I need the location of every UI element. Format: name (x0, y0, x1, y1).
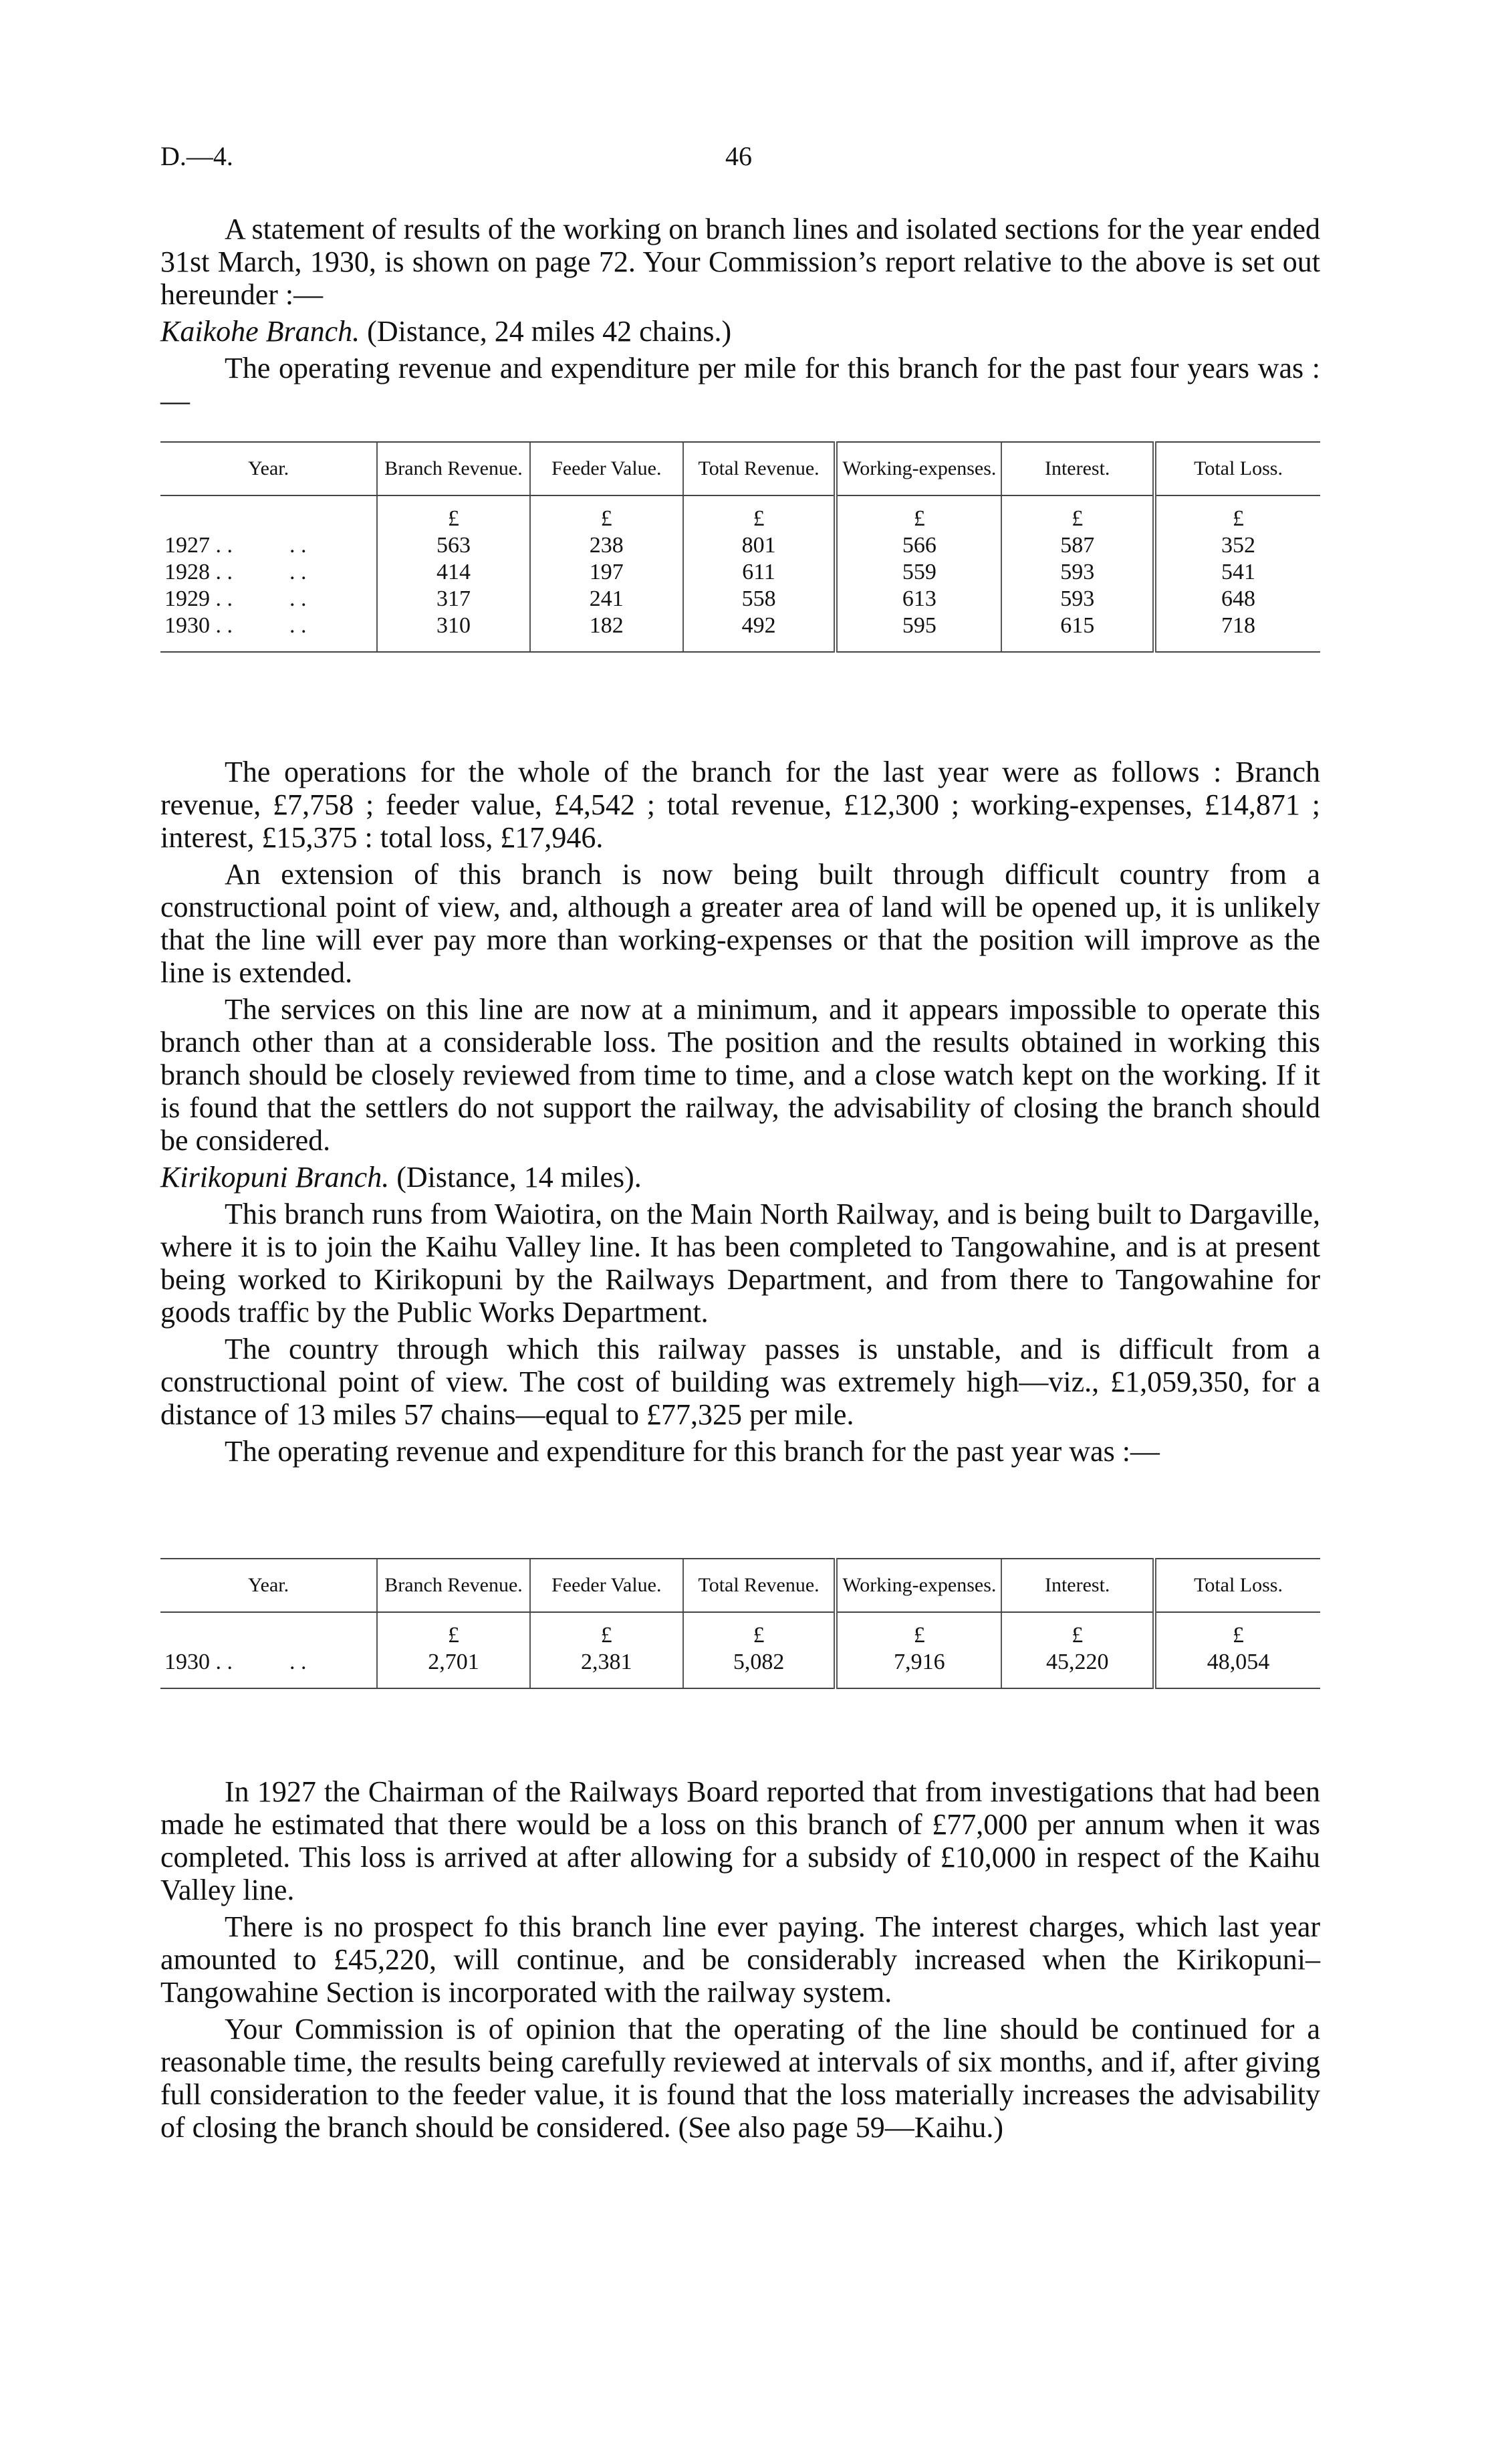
kaikohe-paragraph: The services on this line are now at a minimum, and it appears impossible to operate this branch other than at a considerable loss. The position and the results obtained in working this branch should be closely reviewed from time to time, and a close watch kept on the working. If it is found that the settlers do not support the railway, the advisability of closing the branch should be considered. (160, 993, 1320, 1157)
kirikopuni-distance: (Distance, 14 miles). (396, 1161, 642, 1194)
table-row (160, 559, 1320, 586)
page-number: 46 (725, 141, 752, 171)
year-cell: 1929 . . . . (164, 586, 307, 611)
unit-cell (160, 1612, 377, 1649)
kirikopuni-title: Kirikopuni Branch. (160, 1161, 390, 1194)
kaikohe-heading (160, 315, 1320, 348)
unit-row (160, 1612, 1320, 1649)
document-reference: D.—4. (160, 141, 233, 171)
kirikopuni-heading (160, 1161, 1320, 1194)
col-year: Year. (160, 442, 377, 495)
value-cell: 615 (1001, 612, 1154, 652)
value-cell: 2,701 (377, 1649, 530, 1688)
value-cell: 414 (377, 559, 530, 586)
col-total-revenue: Total Revenue. (683, 442, 836, 495)
unit-cell: £ (530, 1612, 683, 1649)
value-cell: 558 (683, 586, 836, 612)
value-cell: 559 (836, 559, 1001, 586)
value-cell: 563 (377, 532, 530, 559)
intro-paragraph: A statement of results of the working on branch lines and isolated sections for the year ended 31st March, 1930, is shown on page 72. Your Commission’s report relative to the above is set out hereunder :— (160, 213, 1320, 311)
kaikohe-title: Kaikohe Branch. (160, 315, 360, 348)
col-working-expenses: Working-expenses. (836, 1559, 1001, 1612)
value-cell: 566 (836, 532, 1001, 559)
unit-cell: £ (377, 495, 530, 532)
value-cell: 801 (683, 532, 836, 559)
table-row (160, 586, 1320, 612)
unit-cell: £ (683, 1612, 836, 1649)
col-year: Year. (160, 1559, 377, 1612)
year-cell: 1930 . . . . (160, 1649, 377, 1688)
col-total-loss: Total Loss. (1154, 442, 1320, 495)
table-row (160, 612, 1320, 652)
value-cell: 593 (1001, 586, 1154, 612)
col-branch-revenue: Branch Revenue. (377, 1559, 530, 1612)
unit-cell: £ (1154, 495, 1320, 532)
unit-cell: £ (1001, 495, 1154, 532)
col-feeder-value: Feeder Value. (530, 1559, 683, 1612)
value-cell: 587 (1001, 532, 1154, 559)
value-cell: 352 (1154, 532, 1320, 559)
kaikohe-lead: The operating revenue and expenditure per mile for this branch for the past four years was :— (160, 352, 1320, 417)
col-interest: Interest. (1001, 442, 1154, 495)
kirikopuni-paragraph: This branch runs from Waiotira, on the Main North Railway, and is being built to Dargaville, where it is to join the Kaihu Valley line. It has been completed to Tangowahine, and is at present being worked to Kirikopuni by the Railways Department, and from there to Tangowahine for goods traffic by the Public Works Department. (160, 1198, 1320, 1329)
value-cell: 593 (1001, 559, 1154, 586)
unit-cell: £ (1154, 1612, 1320, 1649)
intro-block (160, 213, 1320, 421)
kaikohe-table (160, 441, 1320, 653)
table-header-row (160, 1559, 1320, 1612)
value-cell: 317 (377, 586, 530, 612)
kaikohe-distance: (Distance, 24 miles 42 chains.) (367, 315, 732, 348)
value-cell: 310 (377, 612, 530, 652)
year-cell: 1928 . . . . (164, 560, 307, 584)
unit-cell: £ (377, 1612, 530, 1649)
value-cell: 492 (683, 612, 836, 652)
value-cell: 718 (1154, 612, 1320, 652)
value-cell: 241 (530, 586, 683, 612)
unit-cell: £ (836, 495, 1001, 532)
value-cell: 5,082 (683, 1649, 836, 1688)
value-cell: 613 (836, 586, 1001, 612)
closing-text-block (160, 1775, 1320, 2148)
kaikohe-paragraph: An extension of this branch is now being built through difficult country from a constructional point of view, and, although a greater area of land will be opened up, it is unlikely that the line will ever pay more than working-expenses or that the position will improve as the line is extended. (160, 858, 1320, 989)
value-cell: 648 (1154, 586, 1320, 612)
unit-cell: £ (836, 1612, 1001, 1649)
value-cell: 45,220 (1001, 1649, 1154, 1688)
col-interest: Interest. (1001, 1559, 1154, 1612)
kirikopuni-paragraph: Your Commission is of opinion that the operating of the line should be continued for a reasonable time, the results being carefully reviewed at intervals of six months, and if, after giving full consideration to the feeder value, it is found that the loss materially increases the advisability of closing the branch should be considered. (See also page 59—Kaihu.) (160, 2013, 1320, 2144)
kirikopuni-paragraph: The country through which this railway passes is unstable, and is difficult from a constructional point of view. The cost of building was extremely high—viz., £1,059,350, for a distance of 13 miles 57 chains—equal to £77,325 per mile. (160, 1333, 1320, 1431)
table-row (160, 1649, 1320, 1688)
value-cell: 611 (683, 559, 836, 586)
kirikopuni-table (160, 1558, 1320, 1689)
col-feeder-value: Feeder Value. (530, 442, 683, 495)
unit-cell: £ (530, 495, 683, 532)
value-cell: 182 (530, 612, 683, 652)
unit-row (160, 495, 1320, 532)
table-row (160, 532, 1320, 559)
kirikopuni-lead: The operating revenue and expenditure for this branch for the past year was :— (225, 1435, 1160, 1468)
value-cell: 2,381 (530, 1649, 683, 1688)
value-cell: 595 (836, 612, 1001, 652)
year-cell: 1927 . . . . (164, 533, 307, 558)
value-cell: 7,916 (836, 1649, 1001, 1688)
unit-cell: £ (683, 495, 836, 532)
kaikohe-paragraph: The operations for the whole of the branch for the last year were as follows : Branch revenue, £7,758 ; feeder value, £4,542 ; total revenue, £12,300 ; working-expenses, £14,871 ; interest, £15,375 : total loss, £17,946. (160, 756, 1320, 854)
main-text-block (160, 756, 1320, 1472)
unit-cell: £ (1001, 1612, 1154, 1649)
unit-cell (160, 495, 377, 532)
kirikopuni-paragraph: In 1927 the Chairman of the Railways Board reported that from investigations that had been made he estimated that there would be a loss on this branch of £77,000 per annum when it was completed. This loss is arrived at after allowing for a subsidy of £10,000 in respect of the Kaihu Valley line. (160, 1775, 1320, 1906)
value-cell: 238 (530, 532, 683, 559)
col-total-revenue: Total Revenue. (683, 1559, 836, 1612)
kirikopuni-paragraph: There is no prospect fo this branch line ever paying. The interest charges, which last year amounted to £45,220, will continue, and be considerably increased when the Kirikopuni–Tangowahine Section is incorporated with the railway system. (160, 1910, 1320, 2009)
col-total-loss: Total Loss. (1154, 1559, 1320, 1612)
value-cell: 48,054 (1154, 1649, 1320, 1688)
value-cell: 197 (530, 559, 683, 586)
col-working-expenses: Working-expenses. (836, 442, 1001, 495)
col-branch-revenue: Branch Revenue. (377, 442, 530, 495)
table-header-row (160, 442, 1320, 495)
year-cell: 1930 . . . . (160, 612, 377, 652)
value-cell: 541 (1154, 559, 1320, 586)
